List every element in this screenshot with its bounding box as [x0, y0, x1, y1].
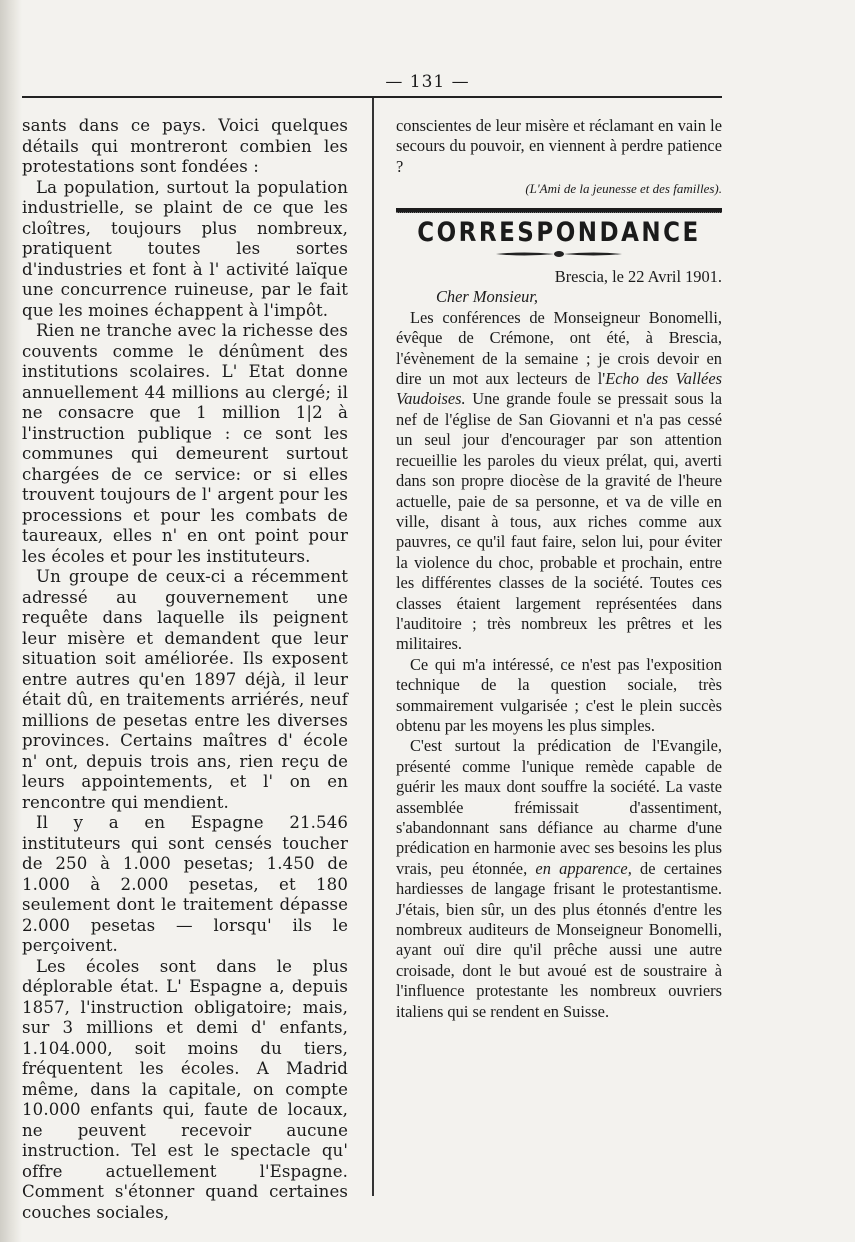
letter-paragraph-3: [396, 736, 722, 1022]
left-paragraph-4: Un groupe de ceux-ci a récemment adressé au gouvernement une requête dans laquelle ils peignent leur misère et demandent que leur situation soit améliorée. Ils exposent entre autres qu'en 1897 déjà, il leur était dû, en traitements arriérés, neuf millions de pesetas entre les diverses provinces. Certains maîtres d' école n' ont, depuis trois ans, rien reçu de leurs appointements, et l' on en rencontre qui mendient.: [22, 567, 348, 812]
letter-p3-text-a: C'est surtout la prédication de l'Evangile, présenté comme l'unique remède capable de guérir les maux dont souffre la société. La vaste assemblée frémissait d'assentiment, s'abandonnant sans défiance au charme d'une prédication en harmonie avec ses besoins les plus vrais, peu étonnée,: [396, 736, 722, 878]
continuation-text: conscientes de leur misère et réclamant en vain le secours du pouvoir, en viennent à perdre patience ?: [396, 116, 722, 176]
left-paragraph-5: Il y a en Espagne 21.546 instituteurs qui sont censés toucher de 250 à 1.000 pesetas; 1.450 de 1.000 à 2.000 pesetas, et 180 seulement dont le traitement dépasse 2.000 pesetas — lorsqu' ils le perçoivent.: [22, 813, 348, 955]
journal-title: Echo des Vallées Vaudoises.: [396, 369, 722, 409]
left-paragraph-2: La population, surtout la population industrielle, se plaint de ce que les cloîtres, toujours plus nombreux, pratiquent toutes les sortes d'industries et font à l' activité laïque une concurrence ruineuse, par le fait que les moines échappent à l'impôt.: [22, 177, 348, 320]
letter-p3-text-b: de certaines hardiesses de langage frisant le protestantisme. J'étais, bien sûr, un des plus étonnés d'entre les nombreux auditeurs de Monseigneur Bonomelli, ayant ouï dire qu'il prêche aussi une autre croisade, dont le but avoué est de soustraire à l'influence protestante les nombreux ouvriers italiens qui se rendent en Suisse.: [396, 858, 723, 1021]
section-heading: CORRESPONDANCE: [417, 217, 701, 248]
letter-p3-italic: en apparence,: [535, 858, 632, 878]
left-paragraph-6: Les écoles sont dans le plus déplorable état. L' Espagne a, depuis 1857, l'instruction obligatoire; mais, sur 3 millions et demi d' enfants, 1.104.000, soit moins du tiers, fréquentent les écoles. A Madrid même, dans la capitale, on compte 10.000 enfants qui, faute de locaux, ne peuvent recevoir aucune instruction. Tel est le spectacle qu' offre actuellement l'Espagne. Comment s'étonner quand certaines couches sociales,: [22, 956, 348, 1222]
letter-p1-text-a: Les conférences de Monseigneur Bonomelli, évêque de Crémone, ont été, à Brescia, l'évènement de la semaine ; je crois devoir en dire un mot aux lecteurs de l': [396, 307, 722, 389]
right-column: [396, 116, 722, 1022]
left-paragraph-1: sants dans ce pays. Voici quelques détails qui montreront combien les protestations sont fondées :: [22, 116, 348, 176]
ornament-divider-icon: [494, 249, 624, 259]
section-rule: [396, 208, 722, 213]
left-paragraph-3: Rien ne tranche avec la richesse des couvents comme le dénûment des institutions scolaires. L' Etat donne annuellement 44 millions au clergé; il ne consacre que 1 million 1|2 à l'instruction publique : ce sont les communes qui demeurent surtout chargées de ce service: or si elles trouvent toujours de l' argent pour les processions et pour les combats de taureaux, elles n' en ont point pour les écoles et pour les instituteurs.: [22, 321, 348, 566]
source-citation: (L'Ami de la jeunesse et des familles).: [525, 181, 722, 197]
dateline: Brescia, le 22 Avril 1901.: [554, 267, 722, 287]
letter-paragraph-2: Ce qui m'a intéressé, ce n'est pas l'exposition technique de la question sociale, très sommairement vulgarisée ; c'est le plein succès obtenu par les moyens les plus simples.: [396, 654, 722, 735]
salutation: Cher Monsieur,: [436, 287, 538, 307]
page-edge-shadow: [0, 0, 22, 1242]
column-divider: [372, 98, 374, 1196]
letter-paragraph-1: [396, 308, 722, 655]
page-number: — 131 —: [385, 72, 470, 92]
left-column: [22, 116, 348, 1223]
letter-p1-text-b: Une grande foule se pressait sous la nef de l'église de San Giovanni et n'a pas cessé un seul jour d'encourager par son attention recueillie les paroles du vieux prélat, qui, averti dans son propre diocèse de la gravité de l'heure actuelle, paie de sa personne, et va de ville en ville, disant à tous, aux riches comme aux pauvres, ce qu'il faut faire, selon lui, pour éviter la violence du choc, probable et prochain, entre les différentes classes de la société. Toutes ces classes étaient largement représentées dans l'auditoire ; très nombreux les prêtres et les militaires.: [396, 389, 722, 654]
